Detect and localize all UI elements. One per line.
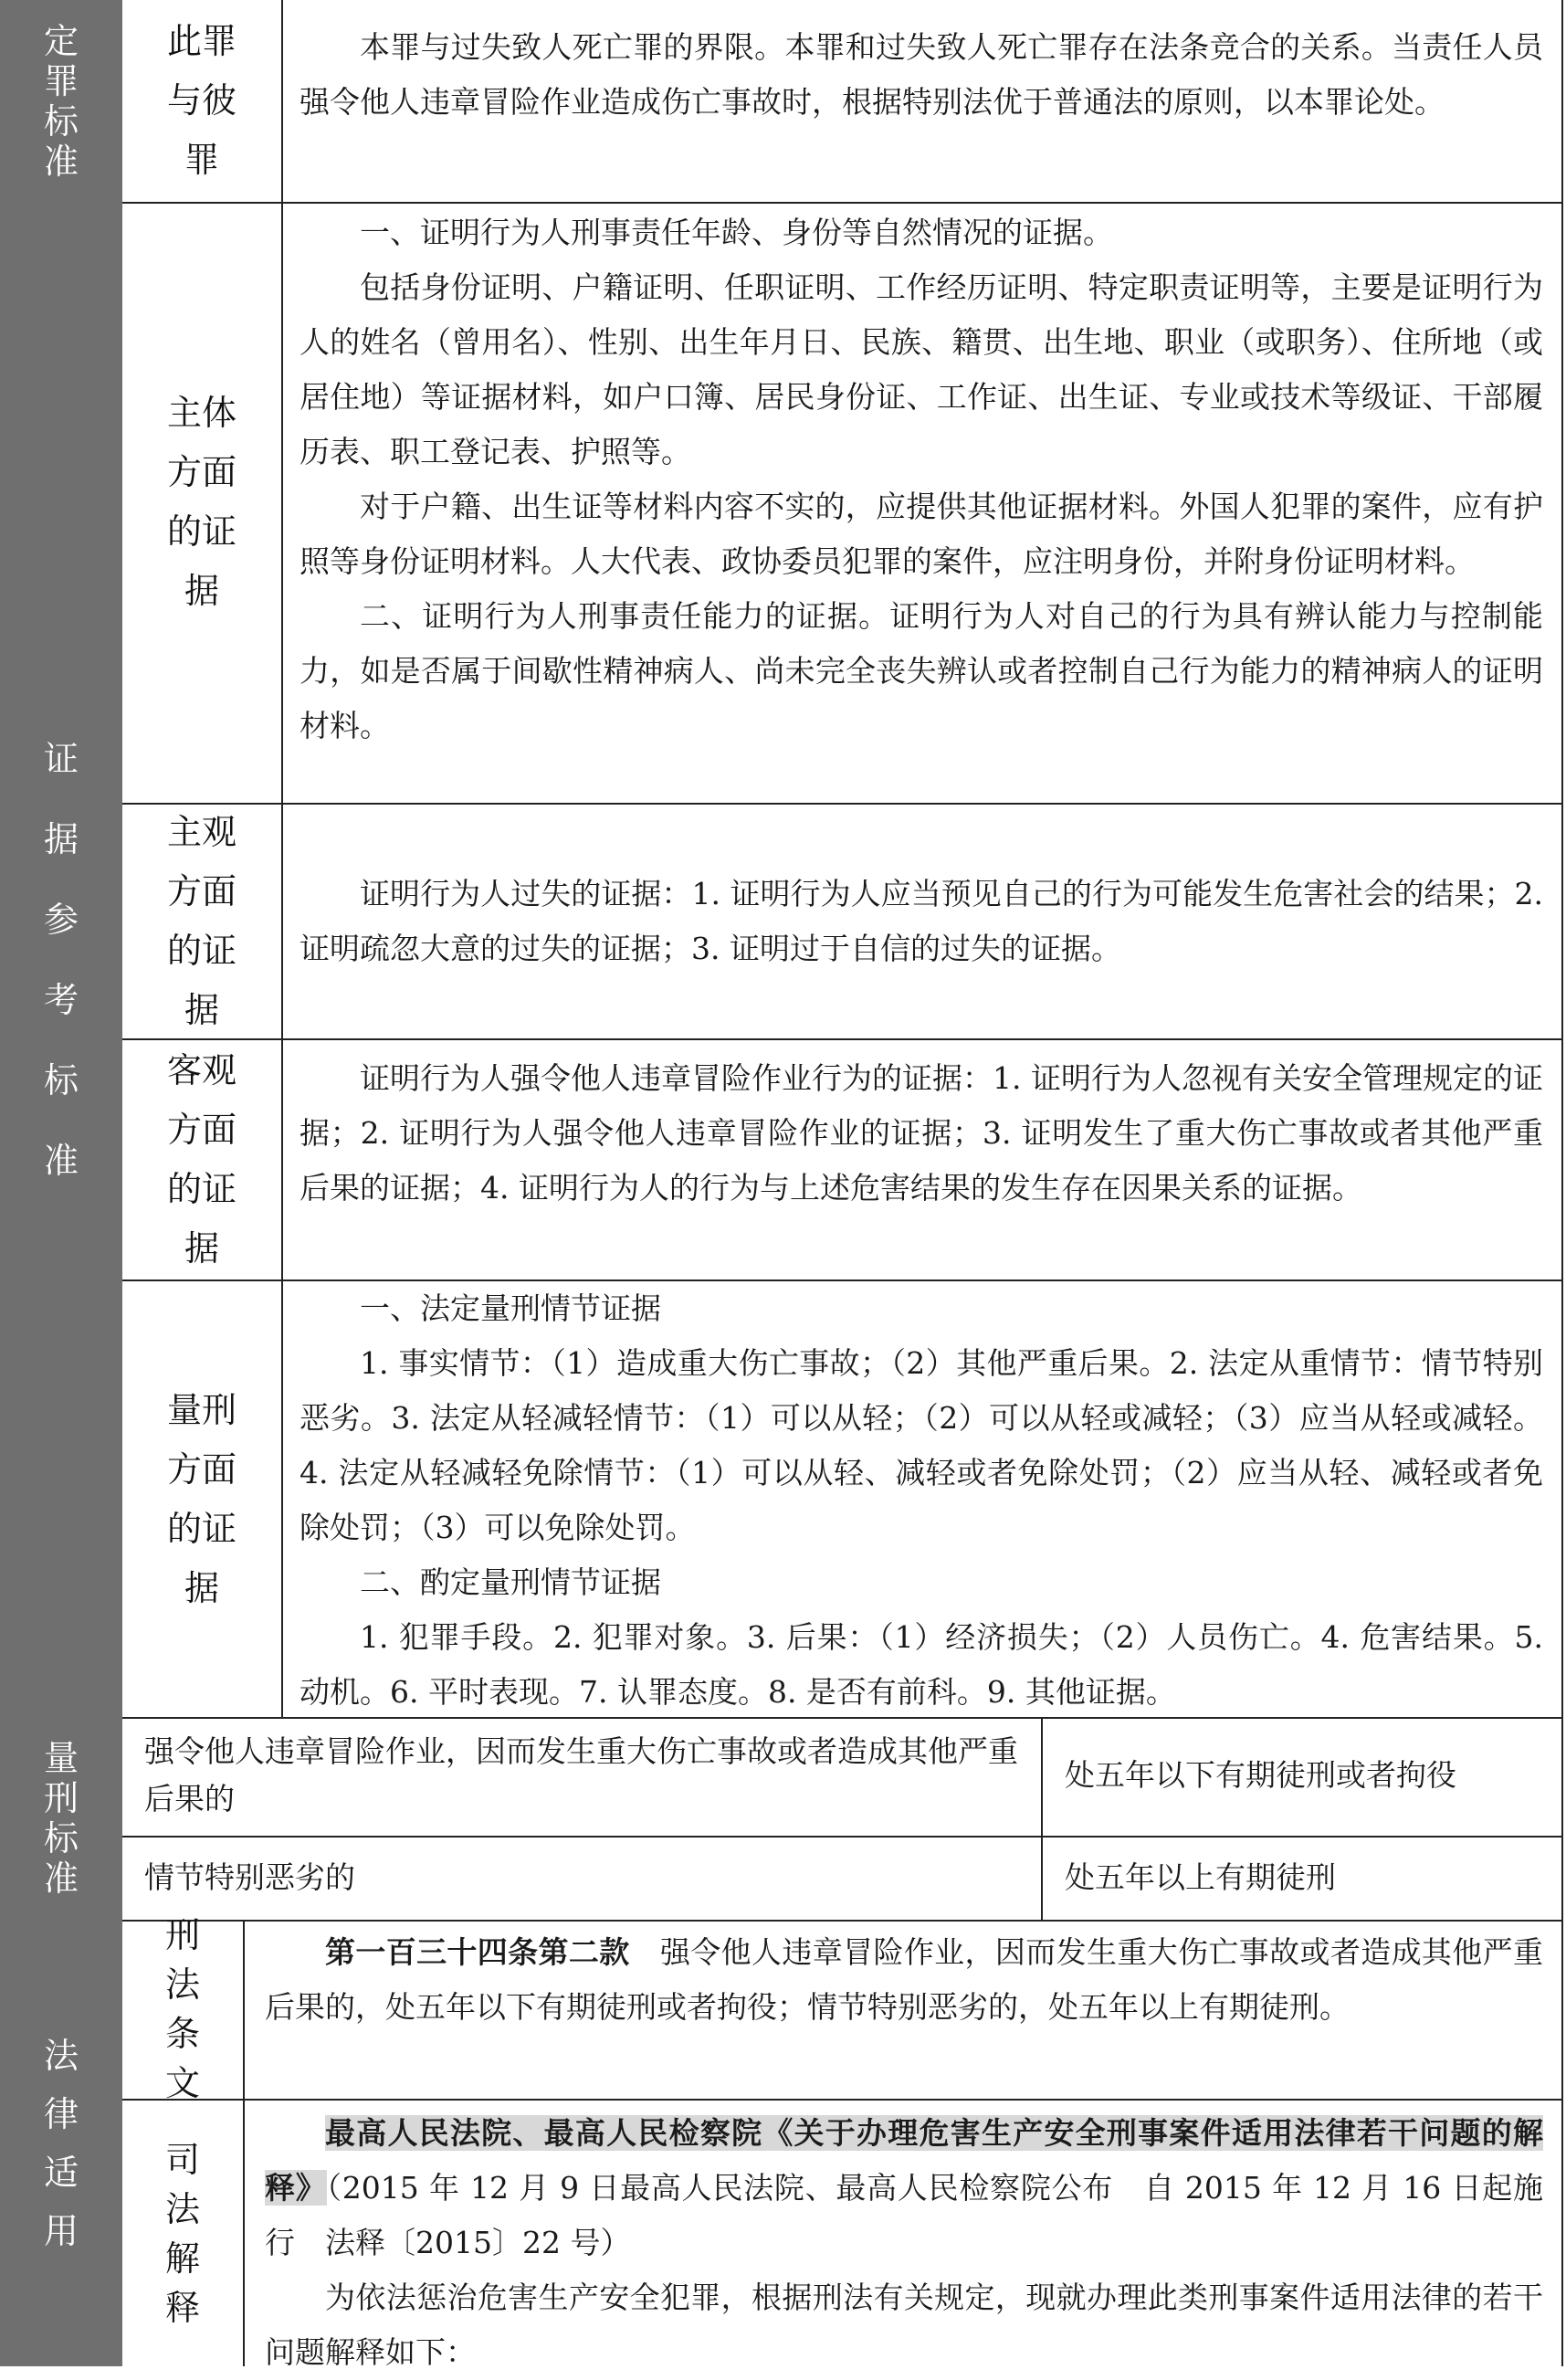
law-sidebar-label: 法律适用 [43, 2035, 79, 2251]
judicial-interpretation-preamble: 为依法惩治危害生产安全犯罪，根据刑法有关规定，现就办理此类刑事案件适用法律的若干问题解释如下： [265, 2280, 1543, 2370]
criminal-law-article: 第一百三十四条第二款 [325, 1934, 630, 1970]
conviction-section [0, 0, 1563, 204]
criminal-law-text: 第一百三十四条第二款 强令他人违章冒险作业，因而发生重大伤亡事故或者造成其他严重后果的，处五年以下有期徒刑或者拘役；情节特别恶劣的，处五年以上有期徒刑。 [265, 1934, 1544, 2025]
conviction-sidebar [0, 0, 122, 202]
sentencing-sidebar [0, 1717, 122, 1920]
judicial-interpretation-text [265, 2106, 1543, 2380]
row-divider [122, 2099, 1563, 2101]
objective-evidence-label: 客观方面的证据 [166, 1050, 236, 1269]
conviction-sidebar-label: 定罪标准 [43, 20, 79, 182]
crime-distinction-label-cell [122, 0, 283, 202]
crime-distinction-text: 本罪与过失致人死亡罪的界限。本罪和过失致人死亡罪存在法条竞合的关系。当责任人员强令他人违章冒险作业造成伤亡事故时，根据特别法优于普通法的原则，以本罪论处。 [300, 29, 1543, 120]
sentencing-condition-2: 情节特别恶劣的 [144, 1859, 355, 1895]
subject-evidence-text: 一、证明行为人刑事责任年龄、身份等自然情况的证据。 包括身份证明、户籍证明、任职证明、工作经历证明、特定职责证明等，主要是证明行为人的姓名（曾用名）、性别、出生年月日、民族、籍贯、出生地、职业（或职务）、住所地（或居住地）等证据材料，如户口簿、居民身份证、工作证、出生证、专业或技术等级证、干部履历表、职工登记表、护照等。 对于户籍、出生证等材料内容不实的，应提供其他证据材料。外国人犯罪的案件，应有护照等身份证明材料。人大代表、政协委员犯罪的案件，应注明身份，并附身份证明材料。 二、证明行为人刑事责任能力的证据。证明行为人对自己的行为具有辨认能力与控制能力，如是否属于间歇性精神病人、尚未完全丧失辨认或者控制自己行为能力的精神病人的证明材料。 [300, 215, 1543, 743]
law-sidebar [0, 1920, 122, 2366]
evidence-sidebar [0, 202, 122, 1717]
sentencing-penalty-1: 处五年以下有期徒刑或者拘役 [1065, 1757, 1456, 1793]
sentencing-sidebar-label: 量刑标准 [43, 1738, 79, 1899]
objective-evidence-label-cell [122, 1040, 283, 1280]
judicial-interpretation-source: （2015 年 12 月 9 日最高人民法院、最高人民检察院公布 自 2015 年 12 月 16 日起施行 法释〔2015〕22 号） [265, 2170, 1543, 2260]
row-divider [122, 1038, 1563, 1040]
judicial-interpretation-label: 司法解释 [164, 2139, 200, 2328]
column-divider [1041, 1717, 1043, 1920]
row-divider [122, 1836, 1563, 1838]
subjective-evidence-label: 主观方面的证据 [166, 812, 236, 1030]
sentencing-evidence-label-cell [122, 1281, 283, 1717]
sentencing-condition-1: 强令他人违章冒险作业，因而发生重大伤亡事故或者造成其他严重后果的 [144, 1733, 1018, 1817]
criminal-law-label-cell [122, 1915, 245, 2103]
judicial-interpretation-title: 最高人民法院、最高人民检察院《关于办理危害生产安全刑事案件适用法律若干问题的解释》 [265, 2115, 1543, 2206]
judicial-interpretation-label-cell [122, 2101, 245, 2366]
subjective-evidence-label-cell [122, 805, 283, 1038]
sentencing-evidence-text: 一、法定量刑情节证据 1. 事实情节：（1）造成重大伤亡事故；（2）其他严重后果。2. 法定从重情节：情节特别恶劣。3. 法定从轻减轻情节：（1）可以从轻；（2）可以从轻或减轻；（3）应当从轻或减轻。4. 法定从轻减轻免除情节：（1）可以从轻、减轻或者免除处罚；（2）应当从轻、减轻或者免除处罚；（3）可以免除处罚。 二、酌定量刑情节证据 1. 犯罪手段。2. 犯罪对象。3. 后果：（1）经济损失；（2）人员伤亡。4. 危害结果。5. 动机。6. 平时表现。7. 认罪态度。8. 是否有前科。9. 其他证据。 [300, 1290, 1543, 1710]
crime-distinction-label: 此罪与彼罪 [166, 21, 236, 180]
sentencing-penalty-2: 处五年以上有期徒刑 [1065, 1859, 1336, 1895]
row-divider [122, 803, 1563, 805]
law-section [0, 1915, 1563, 2370]
subject-evidence-label: 主体方面的证据 [166, 393, 236, 611]
evidence-sidebar-label: 证据参考标准 [43, 738, 79, 1181]
sentencing-section [0, 1717, 1563, 1922]
objective-evidence-text: 证明行为人强令他人违章冒险作业行为的证据：1. 证明行为人忽视有关安全管理规定的证据；2. 证明行为人强令他人违章冒险作业的证据；3. 证明发生了重大伤亡事故或者其他严重后果的证据；4. 证明行为人的行为与上述危害结果的发生存在因果关系的证据。 [300, 1060, 1543, 1206]
subjective-evidence-text: 证明行为人过失的证据：1. 证明行为人应当预见自己的行为可能发生危害社会的结果；2. 证明疏忽大意的过失的证据；3. 证明过于自信的过失的证据。 [300, 876, 1543, 966]
criminal-law-label: 刑法条文 [164, 1915, 200, 2103]
evidence-section [0, 202, 1563, 1719]
subject-evidence-label-cell [122, 202, 283, 803]
sentencing-evidence-label: 量刑方面的证据 [166, 1389, 236, 1608]
